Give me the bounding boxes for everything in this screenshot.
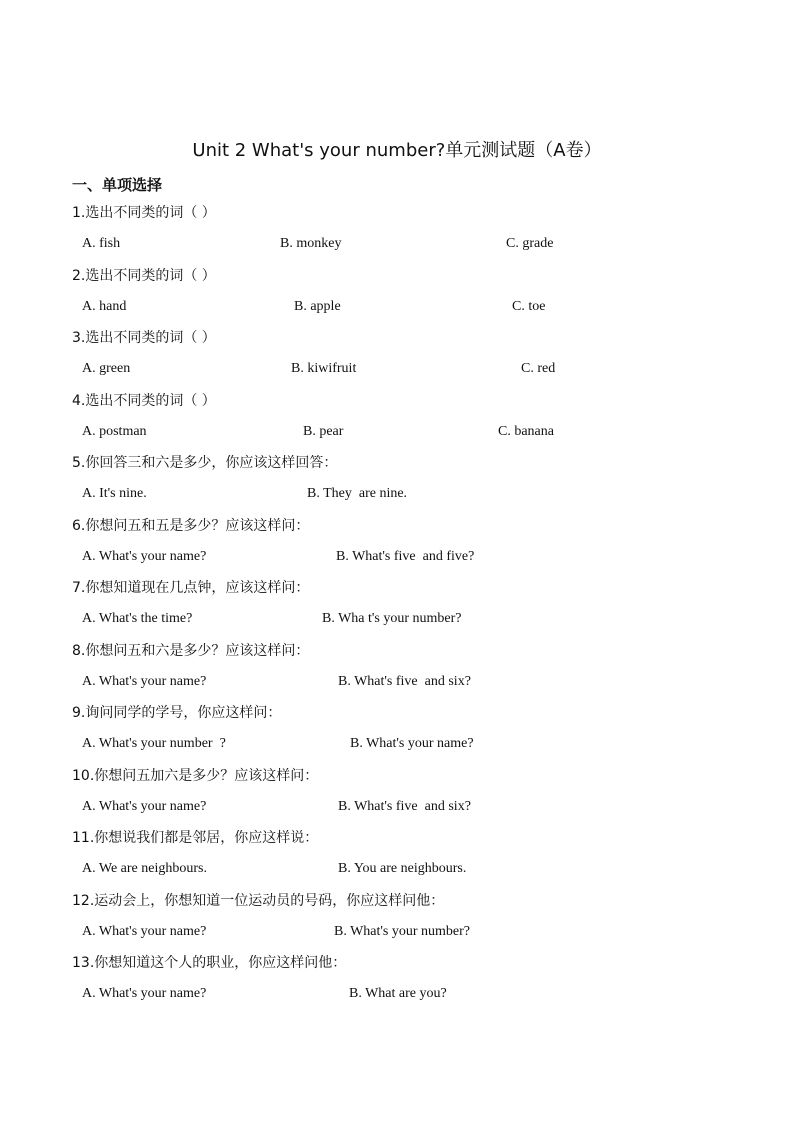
question-11 xyxy=(0,827,794,890)
option-b: B. What's five and six? xyxy=(338,673,471,689)
option-b: B. What's five and six? xyxy=(338,798,471,814)
question-13 xyxy=(0,952,794,1015)
option-a: A. What's your name? xyxy=(82,798,207,814)
question-stem: 9.询问同学的学号，你应这样问： xyxy=(72,705,282,721)
option-b: B. You are neighbours. xyxy=(338,861,467,876)
option-b: B. What's five and five? xyxy=(336,548,475,564)
option-a: A. What's the time? xyxy=(82,611,193,626)
option-a: A. We are neighbours. xyxy=(82,861,207,876)
question-6 xyxy=(0,515,794,578)
question-10 xyxy=(0,765,794,828)
question-12 xyxy=(0,890,794,953)
option-b: B. What's your name? xyxy=(350,736,474,751)
option-b: B. They are nine. xyxy=(307,486,408,501)
question-7 xyxy=(0,577,794,640)
question-stem: 10.你想问五加六是多少？应该这样问： xyxy=(72,767,319,784)
question-list xyxy=(0,202,794,1015)
option-b: B. What are you? xyxy=(349,986,447,1001)
question-1 xyxy=(0,202,794,265)
option-a: A. fish xyxy=(82,236,121,251)
option-b: B. What's your number? xyxy=(334,923,471,939)
question-2 xyxy=(0,265,794,328)
option-a: A. green xyxy=(82,361,131,376)
question-stem: 8.你想问五和六是多少？应该这样问： xyxy=(72,642,310,659)
question-stem: 12.运动会上，你想知道一位运动员的号码，你应这样问他： xyxy=(72,892,445,909)
question-stem: 4.选出不同类的词（ ） xyxy=(72,392,216,409)
question-stem: 13.你想知道这个人的职业，你应这样问他： xyxy=(72,955,347,971)
question-stem: 5.你回答三和六是多少，你应该这样回答： xyxy=(72,455,338,471)
question-stem: 7.你想知道现在几点钟，应该这样问： xyxy=(72,580,310,596)
question-5 xyxy=(0,452,794,515)
question-3 xyxy=(0,327,794,390)
document-title: Unit 2 What's your number?单元测试题（A卷） xyxy=(192,140,602,161)
question-stem: 1.选出不同类的词（ ） xyxy=(72,205,216,221)
option-b: B. kiwifruit xyxy=(291,361,357,376)
option-b: B. monkey xyxy=(280,236,342,251)
option-a: A. What's your name? xyxy=(82,548,207,564)
option-a: A. postman xyxy=(82,423,147,439)
option-b: B. pear xyxy=(303,423,344,439)
option-a: A. What's your name? xyxy=(82,923,207,939)
option-c: C. toe xyxy=(512,298,546,314)
question-8 xyxy=(0,640,794,703)
option-a: A. It's nine. xyxy=(82,486,147,501)
option-b: B. apple xyxy=(294,298,341,314)
question-4 xyxy=(0,390,794,453)
option-a: A. What's your number ? xyxy=(82,736,226,751)
option-c: C. grade xyxy=(506,236,554,251)
option-c: C. red xyxy=(521,361,556,376)
option-b: B. Wha t's your number? xyxy=(322,611,462,626)
question-stem: 11.你想说我们都是邻居，你应这样说： xyxy=(72,830,319,846)
question-stem: 6.你想问五和五是多少？应该这样问： xyxy=(72,517,310,534)
option-a: A. What's your name? xyxy=(82,673,207,689)
option-c: C. banana xyxy=(498,423,554,439)
question-stem: 2.选出不同类的词（ ） xyxy=(72,267,216,284)
section-heading: 一、单项选择 xyxy=(72,176,163,194)
question-9 xyxy=(0,702,794,765)
option-a: A. What's your name? xyxy=(82,986,207,1001)
option-a: A. hand xyxy=(82,298,127,314)
question-stem: 3.选出不同类的词（ ） xyxy=(72,330,216,346)
